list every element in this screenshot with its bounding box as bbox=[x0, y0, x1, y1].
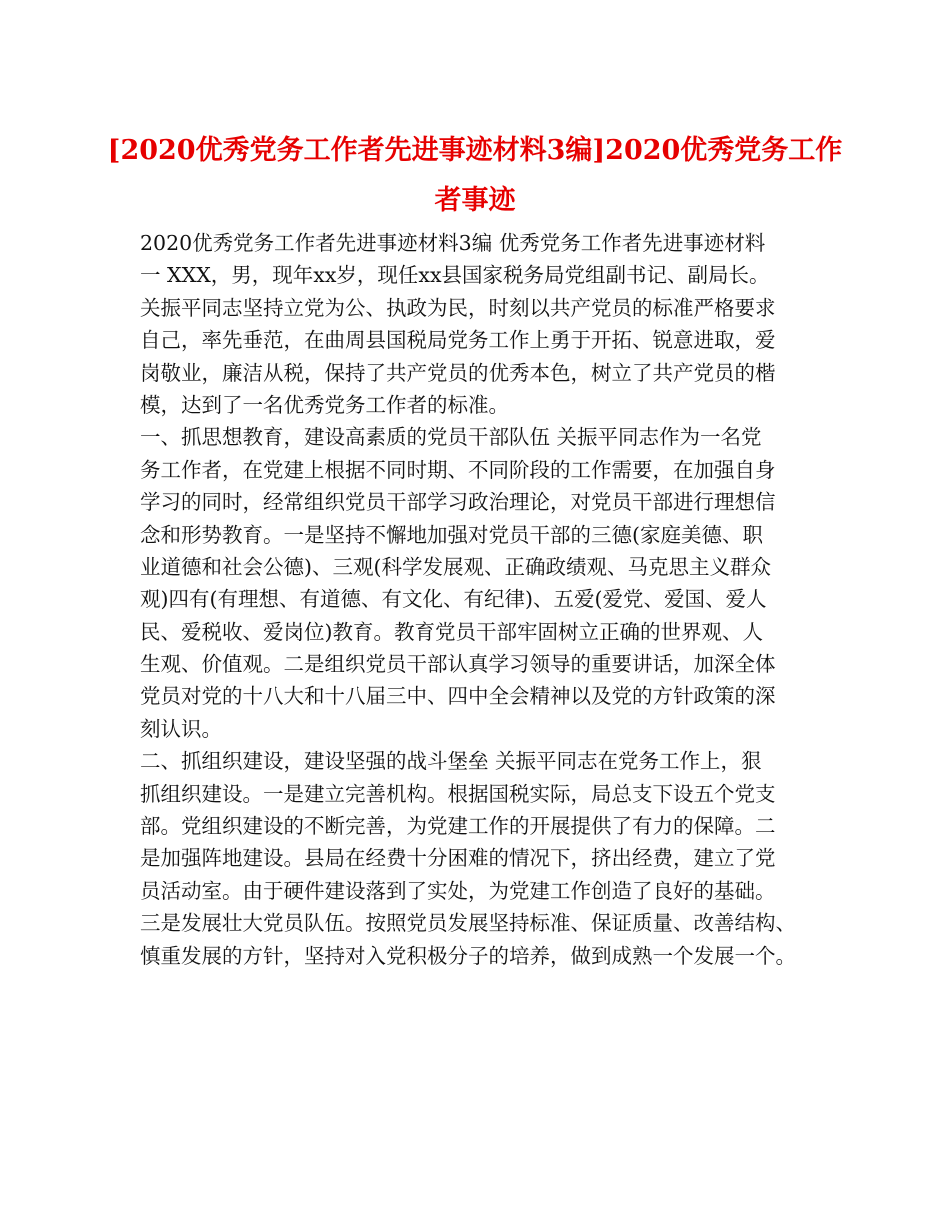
body-line: 部。党组织建设的不断完善，为党建工作的开展提供了有力的保障。二 bbox=[140, 814, 776, 839]
body-line: 念和形势教育。一是坚持不懈地加强对党员干部的三德(家庭美德、职 bbox=[140, 522, 763, 547]
body-line: 员活动室。由于硬件建设落到了实处，为党建工作创造了良好的基础。 bbox=[140, 878, 776, 903]
body-line: 务工作者，在党建上根据不同时期、不同阶段的工作需要，在加强自身 bbox=[140, 457, 776, 482]
body-line: 模，达到了一名优秀党务工作者的标准。 bbox=[140, 392, 509, 417]
body-line: 民、爱税收、爱岗位)教育。教育党员干部牢固树立正确的世界观、人 bbox=[140, 619, 763, 644]
body-line: 一、抓思想教育，建设高素质的党员干部队伍 关振平同志作为一名党 bbox=[140, 425, 762, 450]
body-line: 抓组织建设。一是建立完善机构。根据国税实际，局总支下设五个党支 bbox=[140, 781, 776, 806]
body-line: 业道德和社会公德)、三观(科学发展观、正确政绩观、马克思主义群众 bbox=[140, 554, 771, 579]
document-title: [2020优秀党务工作者先进事迹材料3编]2020优秀党务工作者事迹 bbox=[107, 135, 843, 216]
body-line: 观)四有(有理想、有道德、有文化、有纪律)、五爱(爱党、爱国、爱人 bbox=[140, 587, 767, 612]
body-line: 生观、价值观。二是组织党员干部认真学习领导的重要讲话，加深全体 bbox=[140, 652, 776, 677]
body-line: 关振平同志坚持立党为公、执政为民，时刻以共产党员的标准严格要求 bbox=[140, 295, 776, 320]
body-line: 慎重发展的方针，坚持对入党积极分子的培养，做到成熟一个发展一个。 bbox=[140, 943, 796, 968]
body-line: 2020优秀党务工作者先进事迹材料3编 优秀党务工作者先进事迹材料 bbox=[140, 231, 766, 255]
body-line: 党员对党的十八大和十八届三中、四中全会精神以及党的方针政策的深 bbox=[140, 684, 776, 709]
body-line: 是加强阵地建设。县局在经费十分困难的情况下，挤出经费，建立了党 bbox=[140, 846, 776, 871]
document-body bbox=[140, 227, 826, 972]
body-line: 岗敬业，廉洁从税，保持了共产党员的优秀本色，树立了共产党员的楷 bbox=[140, 360, 776, 385]
body-line: 自己，率先垂范，在曲周县国税局党务工作上勇于开拓、锐意进取，爱 bbox=[140, 328, 776, 353]
body-line: 一 XXX，男，现年xx岁，现任xx县国家税务局党组副书记、副局长。 bbox=[140, 263, 770, 288]
body-line: 学习的同时，经常组织党员干部学习政治理论，对党员干部进行理想信 bbox=[140, 490, 776, 515]
body-line: 二、抓组织建设，建设坚强的战斗堡垒 关振平同志在党务工作上，狠 bbox=[140, 749, 762, 774]
body-line: 刻认识。 bbox=[140, 716, 222, 741]
body-line: 三是发展壮大党员队伍。按照党员发展坚持标准、保证质量、改善结构、 bbox=[140, 911, 796, 936]
